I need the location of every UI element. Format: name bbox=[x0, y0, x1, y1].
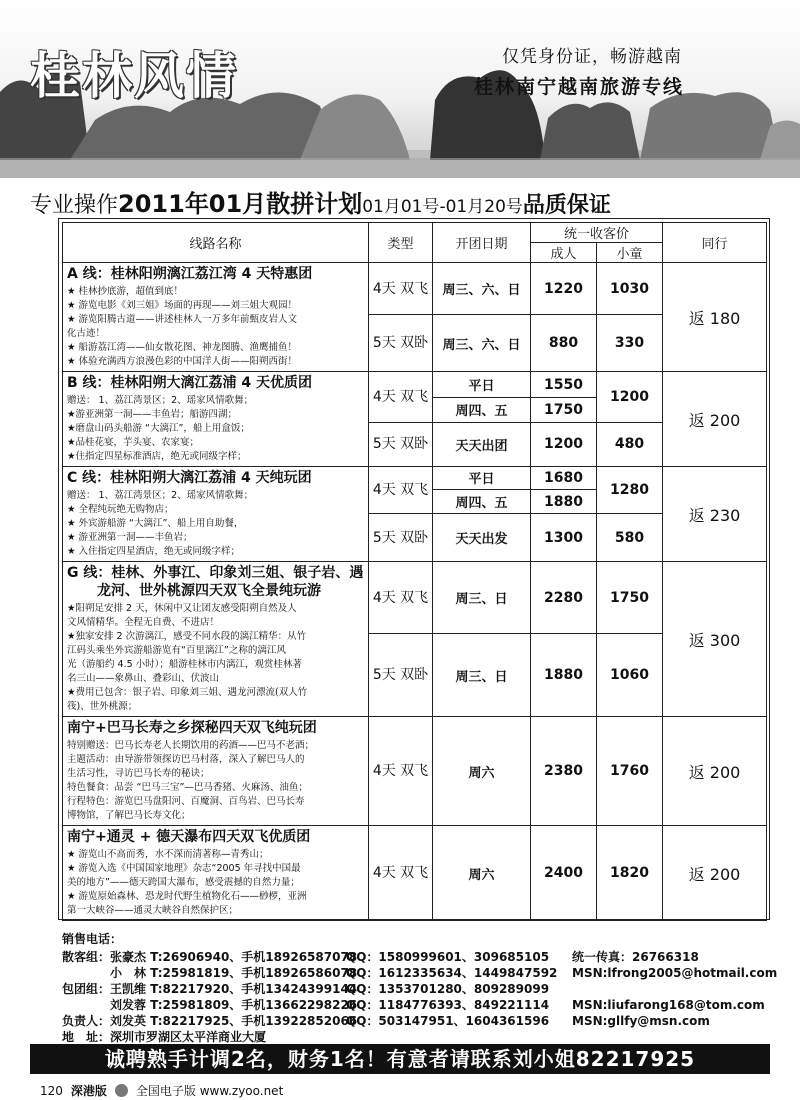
page-footer bbox=[40, 1082, 283, 1099]
contact-row: 刘发蓉 T:25981809、手机13662298226 QQ：1184776393、849221114 MSN:liufarong168@tom.com bbox=[110, 998, 765, 1012]
route-a-date-1: 周三、六、日 bbox=[433, 263, 531, 315]
page-number: 120 bbox=[40, 1083, 63, 1098]
sales-contacts bbox=[62, 930, 778, 1045]
banner bbox=[0, 0, 800, 178]
route-a-peer: 返 180 bbox=[663, 263, 767, 372]
route-b-child-3: 480 bbox=[597, 422, 663, 466]
route-a-adult-1: 1220 bbox=[531, 263, 597, 315]
header-adult: 成人 bbox=[531, 243, 597, 263]
table-row bbox=[63, 372, 767, 398]
route-bama-date: 周六 bbox=[433, 717, 531, 826]
route-bama-peer: 返 200 bbox=[663, 717, 767, 826]
route-c-description: C 线：桂林阳朔大漓江荔浦 4 天纯玩团 赠送： 1、荔江湾景区；2、瑶家风情歌舞； ★ 全程纯玩绝无购物店； ★ 外宾游船游 “大漓江”、船上用自助餐， ★ 游亚洲第一洞——丰鱼岩； ★ 入住指定四星酒店，绝无或同级字样； bbox=[63, 467, 369, 562]
route-bama-adult: 2380 bbox=[531, 717, 597, 826]
header-peer: 同行 bbox=[663, 223, 767, 263]
route-b-description: B 线：桂林阳朔大漓江荔浦 4 天优质团 赠送： 1、荔江湾景区；2、瑶家风情歌舞； ★游亚洲第一洞——丰鱼岩；船游四湖； ★磨盘山码头船游 “大漓江”，船上用盒饭； ★品桂花宴，芋头宴、农家宴； ★住指定四星标准酒店，绝无或同级字样； bbox=[63, 372, 369, 467]
header-date: 开团日期 bbox=[433, 223, 531, 263]
contact-row: 散客组： 张豪杰 T:26906940、手机18926587078 QQ：1580999601、309685105 统一传真：26766318 bbox=[62, 950, 699, 964]
sales-heading: 销售电话： bbox=[62, 932, 123, 946]
table-row bbox=[63, 467, 767, 490]
route-detian-child: 1820 bbox=[597, 826, 663, 921]
route-a-adult-2: 880 bbox=[531, 315, 597, 372]
price-table bbox=[62, 222, 767, 921]
route-b-adult-3: 1200 bbox=[531, 422, 597, 466]
route-b-type-1: 4天 双飞 bbox=[369, 372, 433, 423]
route-b-peer: 返 200 bbox=[663, 372, 767, 467]
table-row bbox=[63, 717, 767, 826]
recruitment-banner: 诚聘熟手计调2名，财务1名！有意者请联系刘小姐82217925 bbox=[30, 1044, 770, 1074]
slogan: 仅凭身份证，畅游越南 bbox=[502, 47, 682, 67]
route-b-child-shared: 1200 bbox=[597, 372, 663, 423]
route-detian-date: 周六 bbox=[433, 826, 531, 921]
schedule-headline bbox=[30, 184, 770, 219]
header-child: 小童 bbox=[597, 243, 663, 263]
publisher-logo-icon bbox=[115, 1084, 128, 1097]
edition-label: 深港版 bbox=[70, 1084, 107, 1098]
route-a-type-1: 4天 双飞 bbox=[369, 263, 433, 315]
route-c-date-3: 天天出发 bbox=[433, 514, 531, 562]
brand-title: 桂林风情 bbox=[30, 46, 238, 105]
route-bama-description: 南宁+巴马长寿之乡探秘四天双飞纯玩团 特别赠送：巴马长寿老人长期饮用的药酒——巴马不老酒； 主题活动：由导游带领探访巴马村落，深入了解巴马人的 生活习性，寻访巴马长寿的秘诀； 特色餐食：品尝 “巴马三宝”—巴马香猪、火麻汤、油鱼； 行程特色：游览巴马盘阳河、百魔洞、百鸟岩、巴马长寿 博物馆，了解巴马长寿文化； bbox=[63, 717, 369, 826]
route-detian-adult: 2400 bbox=[531, 826, 597, 921]
route-g-date-2: 周三、日 bbox=[433, 634, 531, 717]
route-c-peer: 返 230 bbox=[663, 467, 767, 562]
contact-row: 负责人： 刘发英 T:82217925、手机13922852066 QQ：503147951、1604361596 MSN:gllfy@msn.com bbox=[62, 1014, 710, 1028]
headline-dates: 01月01号-01月20号 bbox=[362, 197, 523, 217]
table-row bbox=[63, 826, 767, 921]
route-detian-description: 南宁+通灵 + 德天瀑布四天双飞优质团 ★ 游览山不高而秀，水不深而清著称—青秀山； ★ 游览入选《中国国家地理》杂志“2005 年寻找中国最 美的地方”——德天跨国大瀑布，感受震撼的自然力量； ★ 游览原始森林、恐龙时代野生植物化石——桫椤，亚洲 第一大峡谷——通灵大峡谷自然保护区； bbox=[63, 826, 369, 921]
route-c-adult-2: 1880 bbox=[531, 489, 597, 514]
route-g-description: G 线：桂林、外事江、印象刘三姐、银子岩、遇 龙河、世外桃源四天双飞全景纯玩游 ★阳朔足安排 2 天，休闲中又让团友感受阳朔自然及人 文风情精华。全程无自费、不进店！ ★独家安排 2 次游漓江，感受不同水段的漓江精华：从竹 江码头乘坐外宾游船游览有“百里漓江”之称的漓江风 光（游船约 4.5 小时）；船游桂林市内漓江，观赏桂林著 名三山——象鼻山、叠彩山、伏波山 ★费用已包含：银子岩、印象刘三姐、遇龙河漂流(双人竹 筏)、世外桃源； bbox=[63, 562, 369, 717]
route-c-child-3: 580 bbox=[597, 514, 663, 562]
route-g-type-2: 5天 双卧 bbox=[369, 634, 433, 717]
route-b-adult-2: 1750 bbox=[531, 398, 597, 422]
headline-suffix: 品质保证 bbox=[522, 193, 611, 218]
address-row: 地 址： 深圳市罗湖区太平洋商业大厦 bbox=[62, 1030, 267, 1044]
route-c-adult-1: 1680 bbox=[531, 467, 597, 490]
route-g-type-1: 4天 双飞 bbox=[369, 562, 433, 634]
header-type: 类型 bbox=[369, 223, 433, 263]
route-b-date-2: 周四、五 bbox=[433, 398, 531, 422]
route-bama-child: 1760 bbox=[597, 717, 663, 826]
route-a-date-2: 周三、六、日 bbox=[433, 315, 531, 372]
headline-prefix: 专业操作 bbox=[30, 193, 119, 218]
table-row bbox=[63, 263, 767, 315]
route-a-child-2: 330 bbox=[597, 315, 663, 372]
contact-row: 小 林 T:25981819、手机18926586078 QQ：1612335634、1449847592 MSN:lfrong2005@hotmail.com bbox=[110, 966, 778, 980]
route-g-date-1: 周三、日 bbox=[433, 562, 531, 634]
route-g-child-2: 1060 bbox=[597, 634, 663, 717]
contact-row: 包团组： 王凯维 T:82217920、手机13424399144 QQ：1353701280、809289099 bbox=[62, 982, 550, 996]
route-c-type-2: 5天 双卧 bbox=[369, 514, 433, 562]
header-route: 线路名称 bbox=[63, 223, 369, 263]
route-b-date-3: 天天出团 bbox=[433, 422, 531, 466]
headline-main: 2011年01月散拼计划 bbox=[118, 190, 363, 218]
route-title: 桂林南宁越南旅游专线 bbox=[474, 76, 685, 98]
route-b-date-1: 平日 bbox=[433, 372, 531, 398]
route-c-date-1: 平日 bbox=[433, 467, 531, 490]
site-url: 全国电子版 www.zyoo.net bbox=[135, 1084, 284, 1098]
route-a-description: A 线：桂林阳朔漓江荔江湾 4 天特惠团 ★ 桂林抄底游，超值到底！ ★ 游览电影《刘三姐》场面的再现——刘三姐大观园！ ★ 游览阳腾古道——讲述桂林人一万多年前甄皮岩人文 化古迹！ ★ 船游荔江湾——仙女散花图、神龙图腾、渔鹰捕鱼！ ★ 体验充满西方浪漫色彩的中国洋人街——阳朔西街！ bbox=[63, 263, 369, 372]
route-c-child-shared: 1280 bbox=[597, 467, 663, 514]
route-c-adult-3: 1300 bbox=[531, 514, 597, 562]
route-detian-type: 4天 双飞 bbox=[369, 826, 433, 921]
route-g-peer: 返 300 bbox=[663, 562, 767, 717]
route-g-adult-2: 1880 bbox=[531, 634, 597, 717]
route-a-child-1: 1030 bbox=[597, 263, 663, 315]
route-a-type-2: 5天 双卧 bbox=[369, 315, 433, 372]
route-c-type-1: 4天 双飞 bbox=[369, 467, 433, 514]
route-detian-peer: 返 200 bbox=[663, 826, 767, 921]
route-bama-type: 4天 双飞 bbox=[369, 717, 433, 826]
route-g-adult-1: 2280 bbox=[531, 562, 597, 634]
route-b-adult-1: 1550 bbox=[531, 372, 597, 398]
route-g-child-1: 1750 bbox=[597, 562, 663, 634]
route-c-date-2: 周四、五 bbox=[433, 489, 531, 514]
header-price-group: 统一收客价 bbox=[531, 223, 663, 243]
table-row bbox=[63, 562, 767, 634]
route-b-type-2: 5天 双卧 bbox=[369, 422, 433, 466]
